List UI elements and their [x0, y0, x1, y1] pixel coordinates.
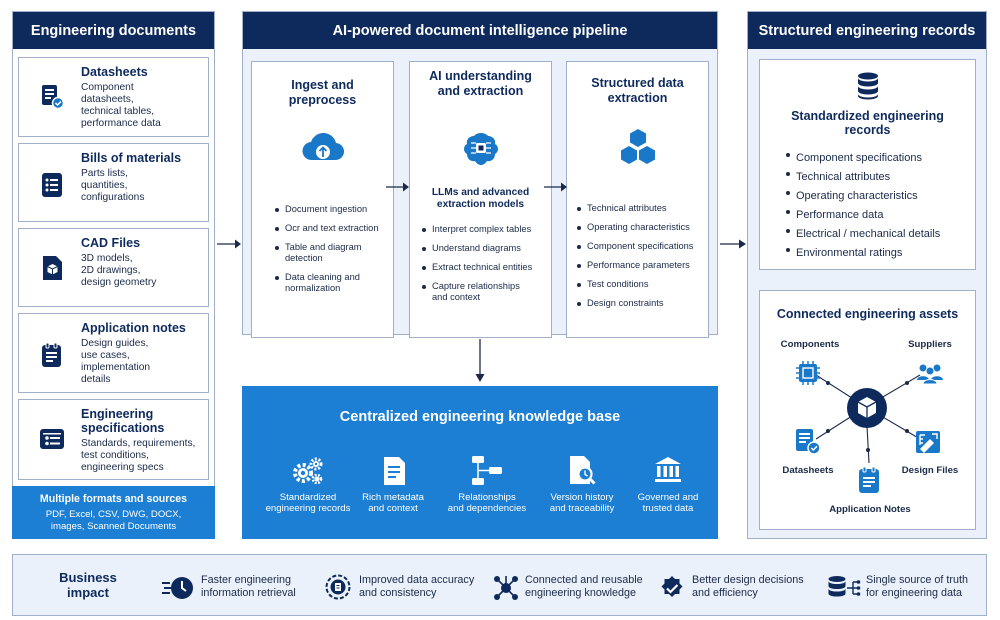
- doc-card-cad-files[interactable]: [18, 228, 209, 307]
- asset-label-design-files: Design Files: [901, 465, 959, 476]
- standardized-records-title: Standardized engineering records: [791, 109, 944, 137]
- doc-title-cad: CAD Files: [81, 236, 141, 250]
- impact-connected-knowledge: Connected and reusable engineering knowledge: [525, 574, 643, 599]
- arrow-pipeline-to-records: [719, 238, 747, 250]
- design-files-icon: [914, 428, 942, 456]
- cloud-upload-icon: [301, 130, 345, 166]
- specs-icon: [39, 426, 65, 452]
- stage-ai-title: AI understanding and extraction: [429, 69, 532, 98]
- kb-rich-metadata[interactable]: Rich metadata and context: [362, 492, 424, 514]
- impact-faster-retrieval: Faster engineering information retrieval: [201, 574, 296, 599]
- list-icon: [39, 172, 65, 198]
- stage-ai-understanding[interactable]: [409, 61, 552, 338]
- gears-icon: [291, 456, 325, 486]
- stage-structured-list: Technical attributes Operating characteristics Component specifications Performance parameters Test conditions Design constraints: [576, 203, 708, 309]
- doc-card-datasheets[interactable]: [18, 57, 209, 137]
- bank-icon: [653, 456, 683, 484]
- doc-title-datasheets: Datasheets: [81, 65, 148, 79]
- ai-brain-icon: [461, 130, 501, 168]
- accuracy-icon: [325, 574, 351, 600]
- impact-better-decisions: Better design decisions and efficiency: [692, 574, 804, 599]
- database-truth-icon: [827, 575, 861, 601]
- asset-label-components: Components: [780, 339, 840, 350]
- arrow-stage2-to-stage3: [544, 181, 568, 193]
- chip-icon: [795, 360, 821, 386]
- datasheet-asset-icon: [794, 428, 822, 456]
- formats-footer: [12, 486, 215, 539]
- formats-footer-title: Multiple formats and sources: [39, 493, 188, 505]
- document-icon: [381, 456, 407, 486]
- stage-ingest[interactable]: [251, 61, 394, 338]
- stage-structured-title: Structured data extraction: [591, 76, 684, 105]
- asset-label-application-notes: Application Notes: [829, 504, 911, 515]
- fast-clock-icon: [161, 575, 195, 601]
- connected-assets-title: Connected engineering assets: [776, 307, 959, 321]
- impact-improved-accuracy: Improved data accuracy and consistency: [359, 574, 475, 599]
- doc-body-eng-specs: Standards, requirements, test conditions, engineering specs: [81, 438, 196, 473]
- hexagons-icon: [618, 128, 658, 166]
- engineering-documents-panel: [12, 11, 215, 539]
- database-icon: [856, 72, 880, 100]
- people-icon: [915, 361, 945, 385]
- doc-body-cad: 3D models, 2D drawings, design geometry: [81, 253, 157, 288]
- history-search-icon: [567, 455, 597, 487]
- asset-label-datasheets: Datasheets: [782, 465, 834, 476]
- arrow-stage1-to-stage2: [386, 181, 410, 193]
- doc-title-eng-specs: Engineering specifications: [81, 407, 165, 435]
- business-impact-title: Business impact: [59, 570, 117, 600]
- kb-governed-data[interactable]: Governed and trusted data: [637, 492, 699, 514]
- cube-file-icon: [39, 255, 65, 281]
- knowledge-hub-icon: [846, 387, 888, 429]
- doc-title-bom: Bills of materials: [81, 151, 182, 165]
- asset-label-suppliers: Suppliers: [908, 339, 952, 350]
- kb-standardized-records[interactable]: Standardized engineering records: [265, 492, 351, 514]
- pipeline-panel: [242, 11, 718, 335]
- stage-ingest-list: Document ingestion Ocr and text extraction Table and diagram detection Data cleaning and normalization: [274, 204, 392, 294]
- kb-version-history[interactable]: Version history and traceability: [549, 492, 615, 514]
- doc-body-datasheets: Component datasheets, technical tables, performance data: [81, 82, 161, 129]
- doc-body-bom: Parts lists, quantities, configurations: [81, 168, 145, 203]
- arrow-pipeline-to-knowledge-base: [474, 338, 486, 383]
- stage-structured-extraction[interactable]: [566, 61, 709, 338]
- network-icon: [492, 574, 520, 602]
- standardized-records-list: Component specifications Technical attributes Operating characteristics Performance data Electrical / mechanical details Environmental ratings: [785, 149, 975, 263]
- stage-ai-subtitle: LLMs and advanced extraction models: [431, 187, 530, 210]
- pipeline-header: AI-powered document intelligence pipeline: [243, 12, 717, 49]
- doc-card-application-notes[interactable]: [18, 313, 209, 393]
- stage-ai-list: Interpret complex tables Understand diagrams Extract technical entities Capture relationships and context: [421, 224, 551, 303]
- doc-card-bills-of-materials[interactable]: [18, 143, 209, 222]
- datasheet-icon: [39, 84, 65, 110]
- doc-card-engineering-specifications[interactable]: [18, 399, 209, 480]
- doc-body-app-notes: Design guides, use cases, implementation details: [81, 338, 151, 385]
- knowledge-base-title: Centralized engineering knowledge base: [339, 409, 621, 425]
- app-notes-asset-icon: [857, 466, 881, 494]
- arrow-docs-to-pipeline: [216, 238, 242, 250]
- doc-title-app-notes: Application notes: [81, 321, 186, 335]
- flow-icon: [470, 455, 504, 487]
- standardized-records-card[interactable]: [759, 59, 976, 270]
- notes-icon: [39, 342, 65, 368]
- decision-icon: [659, 575, 685, 601]
- structured-records-header: Structured engineering records: [748, 12, 986, 49]
- stage-ingest-title: Ingest and preprocess: [288, 78, 357, 107]
- engineering-documents-header: Engineering documents: [13, 12, 214, 49]
- impact-single-source: Single source of truth for engineering data: [866, 574, 969, 599]
- formats-footer-body: PDF, Excel, CSV, DWG, DOCX, images, Scanned Documents: [45, 509, 182, 532]
- kb-relationships[interactable]: Relationships and dependencies: [447, 492, 527, 514]
